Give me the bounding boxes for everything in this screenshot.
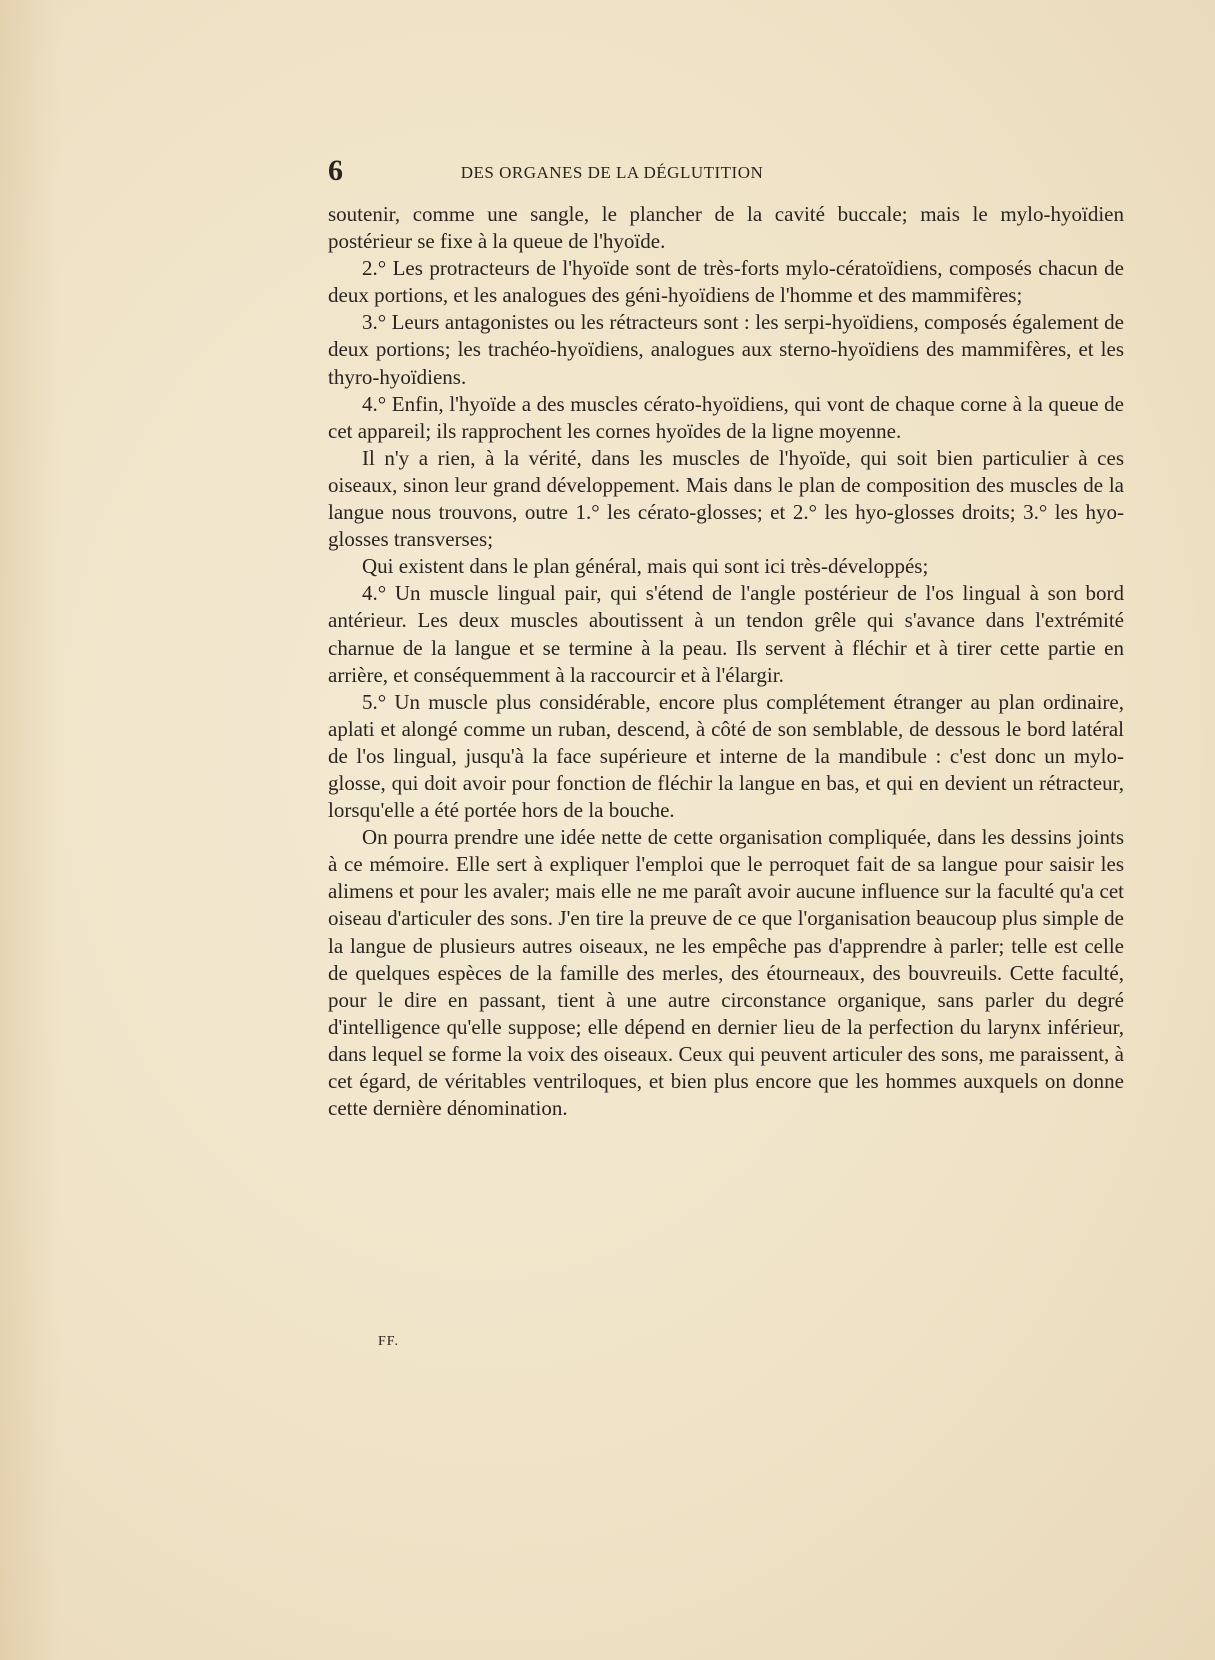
- page-number: 6: [328, 154, 343, 187]
- paragraph-conclusion: On pourra prendre une idée nette de cette organisation compliquée, dans les dessins joints à ce mémoire. Elle sert à expliquer l'emploi que le perroquet fait de sa langue pour saisir les alimens et pour les avaler; mais elle ne me paraît avoir aucune influence sur la faculté qu'a cet oiseau d'articuler des sons. J'en tire la preuve de ce que l'organisation beaucoup plus simple de la langue de plusieurs autres oiseaux, ne les empêche pas d'apprendre à parler; telle est celle de quelques espèces de la famille des merles, des étourneaux, des bouvreuils. Cette faculté, pour le dire en passant, tient à une autre circonstance organique, sans parler du degré d'intelligence qu'elle suppose; elle dépend en dernier lieu de la perfection du larynx inférieur, dans lequel se forme la voix des oiseaux. Ceux qui peuvent articuler des sons, me paraissent, à cet égard, de véritables ventriloques, et bien plus encore que les hommes auxquels on donne cette dernière dénomination.: [328, 825, 1124, 1121]
- body-text: [328, 201, 1124, 1122]
- paragraph-continuation: soutenir, comme une sangle, le plancher de la cavité buccale; mais le mylo-hyoïdien postérieur se fixe à la queue de l'hyoïde.: [328, 202, 1124, 254]
- paragraph-item-3: 3.° Leurs antagonistes ou les rétracteurs sont : les serpi-hyoïdiens, composés également de deux portions; les trachéo-hyoïdiens, analogues aux sterno-hyoïdiens des mammifères, et les thyro-hyoïdiens.: [328, 310, 1124, 389]
- signature-mark: FF.: [378, 1334, 399, 1349]
- running-title: DES ORGANES DE LA DÉGLUTITION: [460, 163, 764, 182]
- page-edge-shading: [0, 0, 60, 1660]
- paragraph-mylo-glosse: 5.° Un muscle plus considérable, encore plus complétement étranger au plan ordinaire, aplati et alongé comme un ruban, descend, à côté de son semblable, de dessous le bord latéral de l'os lingual, jusqu'à la face supérieure et interne de la mandibule : c'est donc un mylo-glosse, qui doit avoir pour fonction de fléchir la langue en bas, et qui en devient un rétracteur, lorsqu'elle a été portée hors de la bouche.: [328, 689, 1124, 823]
- paragraph-general-plan: Qui existent dans le plan général, mais qui sont ici très-développés;: [362, 554, 929, 579]
- paragraph-discussion: Il n'y a rien, à la vérité, dans les muscles de l'hyoïde, qui soit bien particulier à ces oiseaux, sinon leur grand développement. Mais dans le plan de composition des muscles de la langue nous trouvons, outre 1.° les cérato-glosses; et 2.° les hyo-glosses droits; 3.° les hyo-glosses transverses;: [328, 445, 1124, 552]
- paragraph-lingual-muscle: 4.° Un muscle lingual pair, qui s'étend de l'angle postérieur de l'os lingual à son bord antérieur. Les deux muscles aboutissent à un tendon grêle qui s'avance dans l'extrémité charnue de la langue et se termine à la peau. Ils servent à fléchir et à tirer cette partie en arrière, et conséquemment à la raccourcir et à l'élargir.: [328, 581, 1124, 687]
- page-header: [328, 154, 896, 192]
- paragraph-item-2: 2.° Les protracteurs de l'hyoïde sont de très-forts mylo-cératoïdiens, composés chacun de deux portions, et les analogues des géni-hyoïdiens de l'homme et des mammifères;: [328, 256, 1124, 308]
- paragraph-item-4: 4.° Enfin, l'hyoïde a des muscles cérato-hyoïdiens, qui vont de chaque corne à la queue de cet appareil; ils rapprochent les cornes hyoïdes de la ligne moyenne.: [328, 391, 1124, 443]
